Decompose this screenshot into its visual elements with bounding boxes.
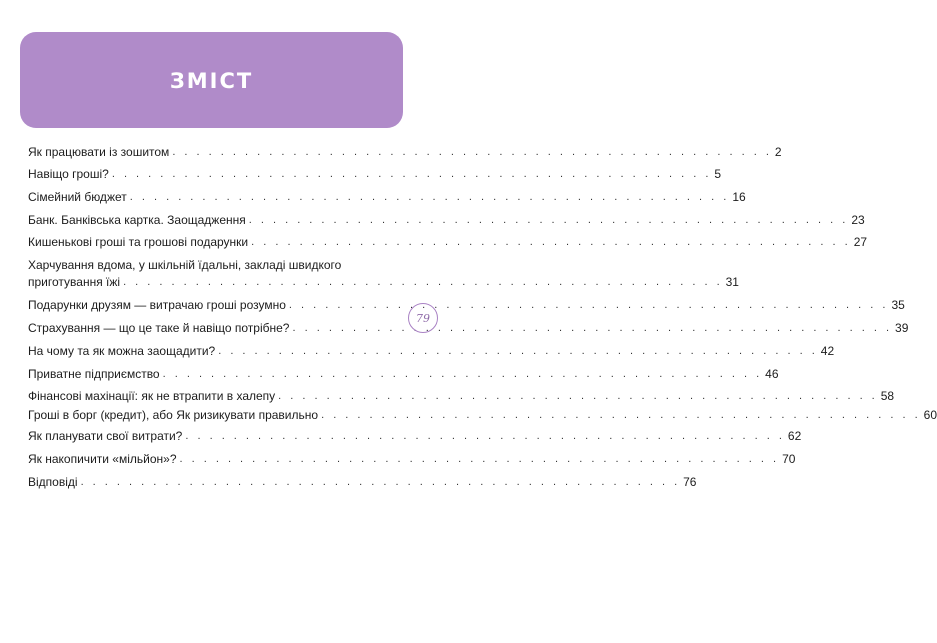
toc-entry-title: Фінансові махінації: як не втрапити в халепу bbox=[28, 389, 276, 403]
toc-entry-page: 62 bbox=[787, 429, 802, 443]
toc-entry-title: Гроші в борг (кредит), або Як ризикувати правильно bbox=[28, 408, 319, 422]
toc-entry-title-line1: Харчування вдома, у шкільній їдальні, закладі швидкого bbox=[28, 258, 342, 272]
toc-entry-title-line2: приготування їжі bbox=[28, 275, 121, 289]
toc-entry[interactable] bbox=[28, 213, 865, 228]
dot-leader: . . . . . . . . . . . . . . . . . . . . . . . . . . . . . . . . . . . . . . . . . . . . . . . . . . bbox=[162, 368, 763, 380]
dot-leader: . . . . . . . . . . . . . . . . . . . . . . . . . . . . . . . . . . . . . . . . . . . . . . . . . . bbox=[288, 299, 889, 311]
toc-entry-title: Приватне підприємство bbox=[28, 367, 160, 381]
toc-entry[interactable] bbox=[28, 389, 895, 404]
toc-entry-page: 31 bbox=[725, 275, 739, 289]
toc-entry[interactable] bbox=[28, 258, 739, 290]
dot-leader: . . . . . . . . . . . . . . . . . . . . . . . . . . . . . . . . . . . . . . . . . . . . . . . . . . bbox=[321, 409, 921, 421]
toc-entry-page: 5 bbox=[714, 167, 722, 181]
toc-entry-page: 58 bbox=[880, 389, 895, 403]
toc-entry-page: 23 bbox=[851, 213, 865, 227]
toc-entry[interactable] bbox=[28, 367, 779, 382]
toc-entry-title: Навіщо гроші? bbox=[28, 167, 109, 181]
toc-entry[interactable] bbox=[28, 452, 796, 467]
toc-entry-title: Як працювати із зошитом bbox=[28, 145, 170, 159]
toc-entry-title: Відповіді bbox=[28, 475, 78, 489]
dot-leader: . . . . . . . . . . . . . . . . . . . . . . . . . . . . . . . . . . . . . . . . . . . . . . . . . . bbox=[218, 345, 818, 357]
toc-entry-title: Як накопичити «мільйон»? bbox=[28, 452, 177, 466]
dot-leader: . . . . . . . . . . . . . . . . . . . . . . . . . . . . . . . . . . . . . . . . . . . . . . . . . . bbox=[129, 191, 730, 203]
toc-entry-page: 2 bbox=[774, 145, 782, 159]
toc-entry-page: 46 bbox=[765, 367, 779, 381]
toc-entry[interactable] bbox=[28, 298, 905, 313]
toc-entry-title: На чому та як можна заощадити? bbox=[28, 344, 216, 358]
dot-leader: . . . . . . . . . . . . . . . . . . . . . . . . . . . . . . . . . . . . . . . . . . . . . . . . . . bbox=[248, 214, 849, 226]
dot-leader: . . . . . . . . . . . . . . . . . . . . . . . . . . . . . . . . . . . . . . . . . . . . . . . . . . bbox=[80, 476, 681, 488]
header-band bbox=[20, 32, 403, 128]
toc-entry-page: 60 bbox=[923, 408, 937, 422]
toc-entry-page: 76 bbox=[683, 475, 697, 489]
toc-entry-page: 35 bbox=[891, 298, 905, 312]
toc-entry[interactable] bbox=[28, 190, 746, 205]
toc-entry-page: 16 bbox=[732, 190, 746, 204]
toc-entry-page: 42 bbox=[820, 344, 835, 358]
dot-leader: . . . . . . . . . . . . . . . . . . . . . . . . . . . . . . . . . . . . . . . . . . . . . . . . . . bbox=[123, 276, 723, 288]
page-number-badge bbox=[408, 303, 438, 333]
toc-entry-page: 39 bbox=[895, 321, 909, 335]
toc-entry-page: 70 bbox=[782, 452, 796, 466]
dot-leader: . . . . . . . . . . . . . . . . . . . . . . . . . . . . . . . . . . . . . . . . . . . . . . . . . . bbox=[111, 168, 712, 180]
toc-entry-title: Як планувати свої витрати? bbox=[28, 429, 183, 443]
toc-entry[interactable] bbox=[28, 235, 868, 250]
dot-leader: . . . . . . . . . . . . . . . . . . . . . . . . . . . . . . . . . . . . . . . . . . . . . . . . . . bbox=[172, 146, 772, 158]
toc-entry-title: Банк. Банківська картка. Заощадження bbox=[28, 213, 246, 227]
toc-entry[interactable] bbox=[28, 408, 937, 423]
toc-entry-page: 27 bbox=[853, 235, 868, 249]
toc-entry[interactable] bbox=[28, 429, 802, 444]
dot-leader: . . . . . . . . . . . . . . . . . . . . . . . . . . . . . . . . . . . . . . . . . . . . . . . . . . bbox=[179, 453, 780, 465]
dot-leader: . . . . . . . . . . . . . . . . . . . . . . . . . . . . . . . . . . . . . . . . . . . . . . . . . . bbox=[278, 390, 878, 402]
toc-entry-title: Сімейний бюджет bbox=[28, 190, 127, 204]
toc-entry-title: Кишенькові гроші та грошові подарунки bbox=[28, 235, 249, 249]
toc-entry-title: Подарунки друзям — витрачаю гроші розумно bbox=[28, 298, 286, 312]
dot-leader: . . . . . . . . . . . . . . . . . . . . . . . . . . . . . . . . . . . . . . . . . . . . . . . . . . bbox=[251, 236, 851, 248]
dot-leader: . . . . . . . . . . . . . . . . . . . . . . . . . . . . . . . . . . . . . . . . . . . . . . . . . . bbox=[292, 322, 893, 334]
toc-entry[interactable] bbox=[28, 145, 782, 160]
toc-entry[interactable] bbox=[28, 344, 835, 359]
page-title: ЗМІСТ bbox=[169, 69, 254, 93]
page-number: 79 bbox=[416, 311, 430, 325]
toc-entry-title: Страхування — що це таке й навіщо потрібне? bbox=[28, 321, 290, 335]
toc-entry[interactable] bbox=[28, 167, 722, 182]
toc-entry[interactable] bbox=[28, 321, 909, 336]
toc-entry[interactable] bbox=[28, 475, 697, 490]
dot-leader: . . . . . . . . . . . . . . . . . . . . . . . . . . . . . . . . . . . . . . . . . . . . . . . . . . bbox=[185, 430, 785, 442]
